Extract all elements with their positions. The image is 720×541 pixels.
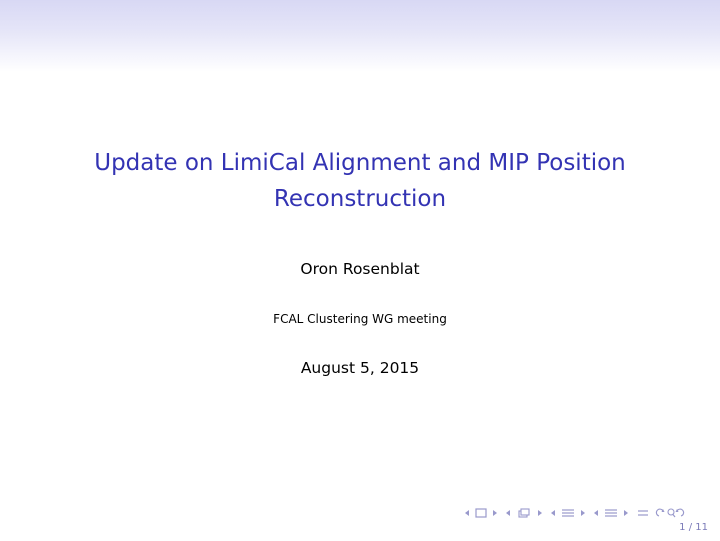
header-band [0, 0, 720, 72]
section-nav-icon[interactable] [550, 507, 588, 519]
search-back-forward-icon[interactable] [655, 507, 685, 519]
date: August 5, 2015 [300, 359, 420, 377]
presentation-nav-icon[interactable] [593, 507, 631, 519]
frame-nav-icon[interactable] [464, 507, 500, 519]
page-number: 1 / 11 [679, 522, 708, 533]
title-line-1: Update on LimiCal Alignment and MIP Position [94, 150, 626, 176]
align-icon[interactable] [636, 507, 650, 519]
subsection-nav-icon[interactable] [505, 507, 545, 519]
beamer-navigation [464, 505, 685, 521]
slide-title [0, 145, 720, 217]
institute: FCAL Clustering WG meeting [273, 312, 447, 326]
title-line-2: Reconstruction [273, 186, 447, 212]
author: Oron Rosenblat [300, 260, 420, 278]
